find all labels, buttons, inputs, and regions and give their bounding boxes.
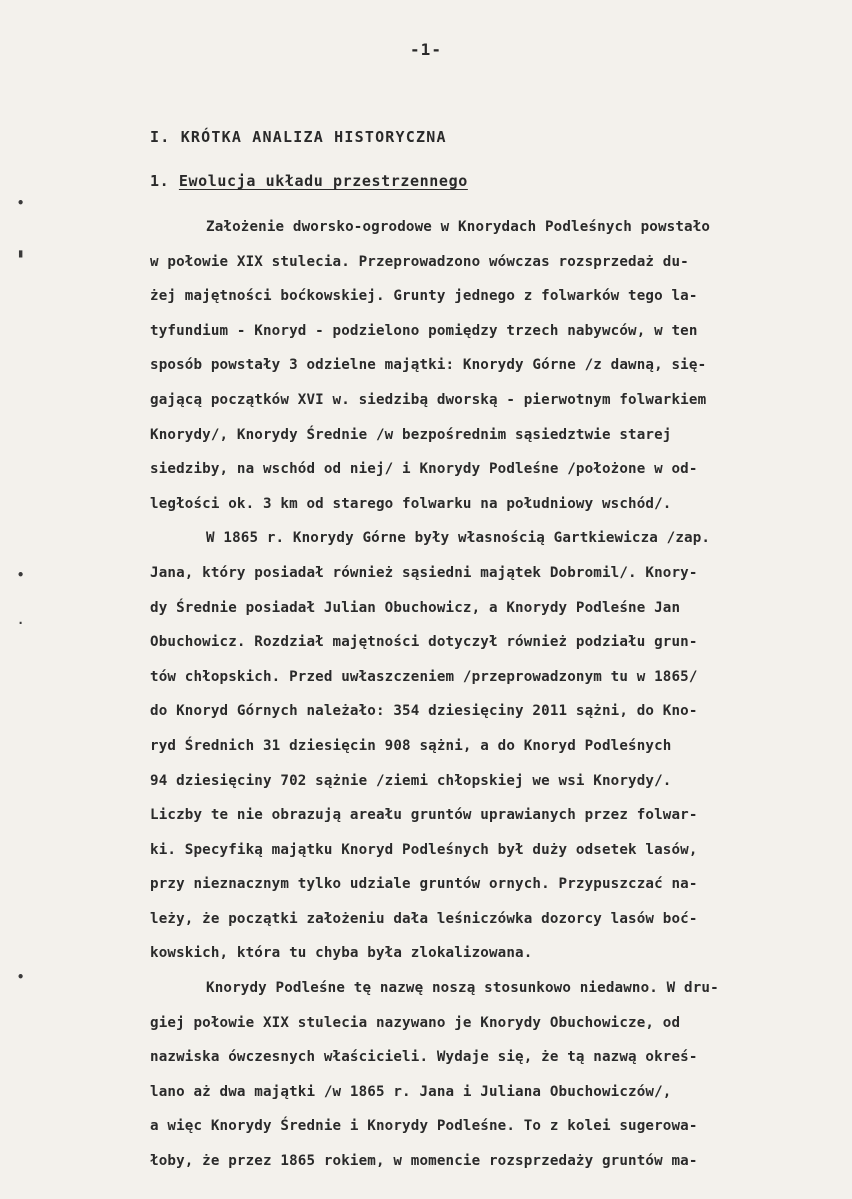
text-line: sposób powstały 3 odzielne majątki: Knorydy Górne /z dawną, się- <box>150 357 707 374</box>
margin-mark: · <box>17 616 25 630</box>
text-line: żej majętności boćkowskiej. Grunty jednego z folwarków tego la- <box>150 288 698 305</box>
subsection-number: 1. <box>150 172 170 190</box>
text-line: kowskich, która tu chyba była zlokalizowana. <box>150 945 533 962</box>
text-line: giej połowie XIX stulecia nazywano je Knorydy Obuchowicze, od <box>150 1014 681 1031</box>
text-line: 94 dziesięciny 702 sążnie /ziemi chłopskiej we wsi Knorydy/. <box>150 772 672 789</box>
margin-mark: • <box>17 196 25 210</box>
text-line: ki. Specyfiką majątku Knoryd Podleśnych był duży odsetek lasów, <box>150 841 698 858</box>
section-heading: I. KRÓTKA ANALIZA HISTORYCZNA <box>150 128 447 146</box>
text-line: lano aż dwa majątki /w 1865 r. Jana i Juliana Obuchowiczów/, <box>150 1083 672 1100</box>
text-line: gającą początków XVI w. siedzibą dworską - pierwotnym folwarkiem <box>150 391 707 408</box>
text-line: w połowie XIX stulecia. Przeprowadzono wówczas rozsprzedaż du- <box>150 253 689 270</box>
margin-mark: • <box>17 970 25 984</box>
text-line: siedziby, na wschód od niej/ i Knorydy Podleśne /położone w od- <box>150 461 698 478</box>
text-line: do Knoryd Górnych należało: 354 dziesięciny 2011 sążni, do Kno- <box>150 703 698 720</box>
text-line: W 1865 r. Knorydy Górne były własnością Gartkiewicza /zap. <box>206 530 711 547</box>
page-number: -1- <box>410 40 442 59</box>
text-line: leży, że początki założeniu dała leśniczówka dozorcy lasów boć- <box>150 910 698 927</box>
text-line: łoby, że przez 1865 rokiem, w momencie rozsprzedaży gruntów ma- <box>150 1153 698 1170</box>
margin-mark: • <box>17 568 25 582</box>
text-line: dy Średnie posiadał Julian Obuchowicz, a Knorydy Podleśne Jan <box>150 599 681 616</box>
margin-mark: ▮ <box>17 246 25 260</box>
text-line: przy nieznacznym tylko udziale gruntów ornych. Przypuszczać na- <box>150 876 698 893</box>
text-line: Knorydy Podleśne tę nazwę noszą stosunkowo niedawno. W dru- <box>206 980 719 997</box>
body-text <box>150 210 830 1179</box>
text-line: Liczby te nie obrazują areału gruntów uprawianych przez folwar- <box>150 807 698 824</box>
text-line: ryd Średnich 31 dziesięcin 908 sążni, a do Knoryd Podleśnych <box>150 737 672 754</box>
text-line: nazwiska ówczesnych właścicieli. Wydaje się, że tą nazwą okreś- <box>150 1049 698 1066</box>
text-line: Obuchowicz. Rozdział majętności dotyczył również podziału grun- <box>150 634 698 651</box>
text-line: tyfundium - Knoryd - podzielono pomiędzy trzech nabywców, w ten <box>150 322 698 339</box>
text-line: ległości ok. 3 km od starego folwarku na południowy wschód/. <box>150 495 672 512</box>
text-line: a więc Knorydy Średnie i Knorydy Podleśne. To z kolei sugerowa- <box>150 1118 698 1135</box>
text-line: Jana, który posiadał również sąsiedni majątek Dobromil/. Knory- <box>150 564 698 581</box>
subsection-title: Ewolucja układu przestrzennego <box>178 172 468 190</box>
text-line: tów chłopskich. Przed uwłaszczeniem /przeprowadzonym tu w 1865/ <box>150 668 698 685</box>
subsection-heading <box>150 172 468 190</box>
text-line: Knorydy/, Knorydy Średnie /w bezpośrednim sąsiedztwie starej <box>150 426 672 443</box>
text-line: Założenie dworsko-ogrodowe w Knorydach Podleśnych powstało <box>206 219 711 235</box>
